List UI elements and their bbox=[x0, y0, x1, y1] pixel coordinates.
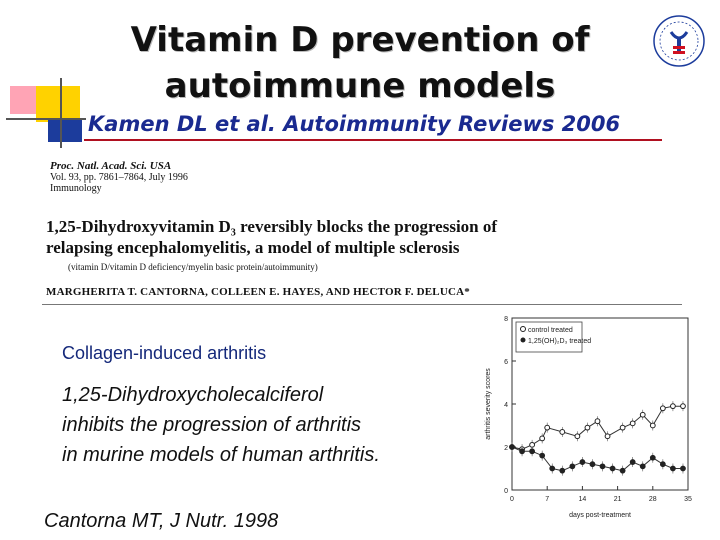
university-seal-icon bbox=[652, 14, 706, 68]
body-text-line-3: in murine models of human arthritis. bbox=[62, 444, 380, 466]
chart-x-axis-label: days post-treatment bbox=[569, 512, 631, 519]
data-point-treated bbox=[590, 462, 595, 467]
data-point-treated bbox=[671, 466, 676, 471]
article-title-line-1: 1,25-Dihydroxyvitamin D₃ reversibly blocks the progression of bbox=[46, 217, 498, 236]
collagen-heading: Collagen-induced arthritis bbox=[62, 343, 267, 363]
data-point-control bbox=[620, 425, 625, 430]
x-tick-label: 14 bbox=[578, 496, 587, 503]
series-line-treated bbox=[512, 447, 683, 471]
data-point-control bbox=[660, 406, 665, 411]
decorative-vertical-line bbox=[60, 78, 62, 148]
data-point-control bbox=[671, 404, 676, 409]
article-title-line-2: relapsing encephalomyelitis, a model of multiple sclerosis bbox=[46, 238, 460, 257]
data-point-control bbox=[640, 412, 645, 417]
slide-title-line-1: Vitamin D prevention of bbox=[130, 20, 590, 60]
legend-label-treated: 1,25(OH)₂D₃ treated bbox=[528, 338, 592, 345]
data-point-control bbox=[585, 425, 590, 430]
x-tick-label: 7 bbox=[545, 496, 550, 503]
article-divider bbox=[42, 304, 682, 305]
decorative-blue-block bbox=[48, 120, 82, 142]
data-point-treated bbox=[600, 464, 605, 469]
data-point-treated bbox=[580, 460, 585, 465]
article-authors: MARGHERITA T. CANTORNA, COLLEEN E. HAYES, AND HECTOR F. DELUCA* bbox=[46, 286, 470, 298]
article-keywords: (vitamin D/vitamin D deficiency/myelin basic protein/autoimmunity) bbox=[68, 262, 318, 272]
data-point-treated bbox=[630, 460, 635, 465]
y-tick-label: 6 bbox=[504, 359, 508, 366]
x-tick-label: 28 bbox=[648, 496, 657, 503]
data-point-control bbox=[605, 434, 610, 439]
x-tick-label: 0 bbox=[510, 496, 514, 503]
y-tick-label: 8 bbox=[504, 316, 508, 323]
article-volume: Vol. 93, pp. 7861–7864, July 1996 bbox=[50, 172, 188, 183]
data-point-treated bbox=[510, 445, 515, 450]
data-point-control bbox=[681, 404, 686, 409]
data-point-control bbox=[545, 425, 550, 430]
decorative-horizontal-line bbox=[6, 118, 86, 120]
y-tick-label: 0 bbox=[504, 488, 508, 495]
body-text-line-1: 1,25-Dihydroxycholecalciferol bbox=[62, 384, 324, 406]
data-point-treated bbox=[520, 449, 525, 454]
x-tick-label: 21 bbox=[613, 496, 622, 503]
data-point-control bbox=[575, 434, 580, 439]
data-point-control bbox=[595, 419, 600, 424]
slide-title-line-2: autoimmune models bbox=[164, 66, 556, 106]
slide-subtitle: Kamen DL et al. Autoimmunity Reviews 2006 bbox=[88, 112, 621, 136]
citation: Cantorna MT, J Nutr. 1998 bbox=[44, 510, 279, 532]
y-tick-label: 4 bbox=[504, 402, 508, 409]
legend-marker-treated bbox=[521, 338, 526, 343]
data-point-treated bbox=[681, 466, 686, 471]
data-point-treated bbox=[620, 468, 625, 473]
article-clipping bbox=[36, 156, 682, 310]
data-point-treated bbox=[610, 466, 615, 471]
chart-y-axis-label: arthritis severity scores bbox=[485, 368, 492, 440]
title-underline-rule bbox=[84, 139, 662, 141]
data-point-treated bbox=[560, 468, 565, 473]
series-line-control bbox=[512, 406, 683, 449]
data-point-treated bbox=[570, 464, 575, 469]
y-tick-label: 2 bbox=[504, 445, 508, 452]
decorative-yellow-block bbox=[36, 86, 80, 122]
data-point-control bbox=[630, 421, 635, 426]
data-point-treated bbox=[660, 462, 665, 467]
data-point-control bbox=[560, 430, 565, 435]
data-point-treated bbox=[540, 453, 545, 458]
legend-marker-control bbox=[521, 327, 526, 332]
data-point-treated bbox=[640, 464, 645, 469]
data-point-control bbox=[540, 436, 545, 441]
data-point-treated bbox=[530, 449, 535, 454]
article-section: Immunology bbox=[50, 183, 102, 194]
legend-label-control: control treated bbox=[528, 327, 573, 334]
data-point-treated bbox=[550, 466, 555, 471]
data-point-treated bbox=[650, 455, 655, 460]
body-text-line-2: inhibits the progression of arthritis bbox=[62, 414, 362, 436]
data-point-control bbox=[650, 423, 655, 428]
article-journal: Proc. Natl. Acad. Sci. USA bbox=[50, 160, 172, 172]
x-tick-label: 35 bbox=[684, 496, 692, 503]
arthritis-severity-chart bbox=[480, 312, 700, 522]
